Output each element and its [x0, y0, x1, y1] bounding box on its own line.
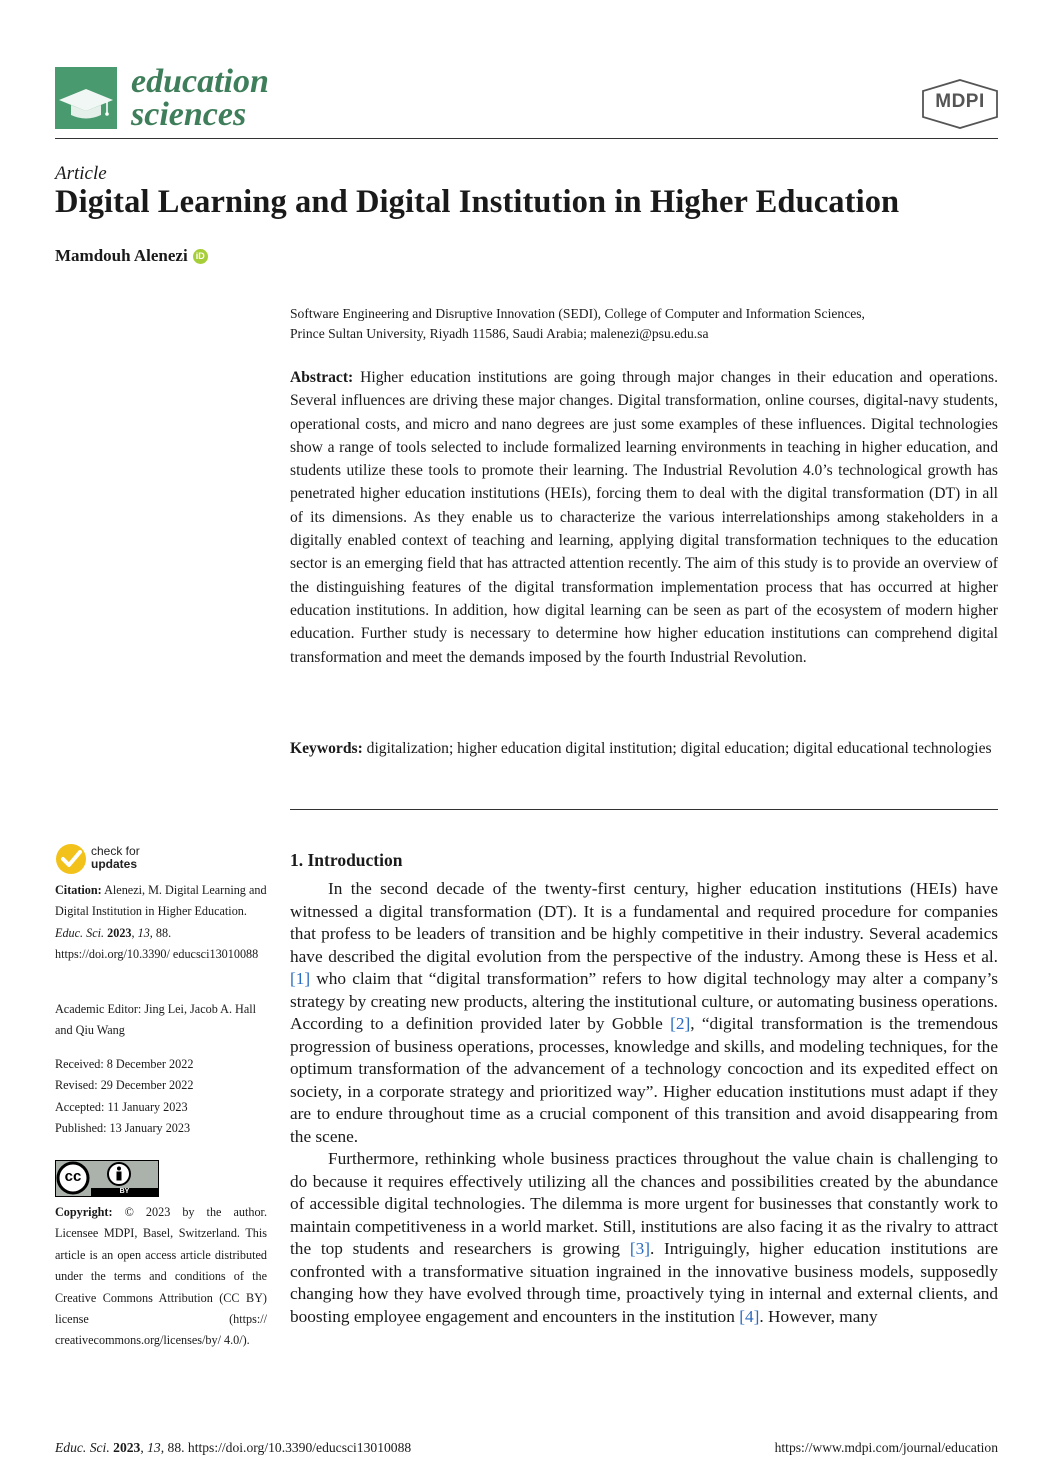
author-line [55, 246, 208, 266]
abstract-text: Higher education institutions are going through major changes in their education and operations. Several influences are driving these major changes. Digital transformation, online courses, digital-navy students, operational costs, and micro and nano degrees are just some examples of these influences. Digital technologies show a range of tools selected to include formalized learning environments in teaching in higher education, and students utilize these tools to promote their learning. The Industrial Revolution 4.0’s technological growth has penetrated higher education institutions (HEIs), forcing them to deal with the digital transformation (DT) in all of its dimensions. As they enable us to characterize the various interrelationships among stakeholders in a digitally enabled context of teaching and learning, applying digital transformation techniques to the education sector is an emerging field that has attracted attention recently. The aim of this study is to provide an overview of the distinguishing features of the digital transformation implementation process that has occurred at higher education institutions. In addition, how digital learning can be seen as part of the ecosystem of modern higher education. Further study is necessary to determine how higher education institutions can comprehend digital transformation and meet the demands imposed by the fourth Industrial Revolution. [290, 369, 998, 666]
editor-names: Jing Lei, Jacob A. Hall and Qiu Wang [55, 1002, 257, 1038]
citation-journal: Educ. Sci. [55, 925, 105, 940]
copyright-block [55, 1202, 267, 1352]
journal-name-line2: sciences [131, 96, 247, 133]
citation-volume: 13, [137, 925, 153, 940]
received-date: Received: 8 December 2022 [55, 1057, 194, 1071]
paragraph-text: . However, many [759, 1306, 878, 1326]
paragraph-text: who claim that “digital transformation” refers to how digital technology may alter a company’s strategy by creating new products, altering the institutional culture, or automating business operations. According to a definition provided later by Gobble [290, 969, 998, 1033]
paragraph-text: . Intriguingly, higher education institutions are confronted with a transformative situation ingrained in the innovative business models, supposedly changing how they have evolved through time, proactively tying in internal and external clients, and boosting employee engagement and encounters in the institution [290, 1239, 998, 1326]
citation-link[interactable]: [1] [290, 969, 311, 988]
check-line2: updates [91, 857, 138, 871]
footer-url[interactable]: https://www.mdpi.com/journal/education [774, 1440, 998, 1455]
citation-text: Alenezi, M. Digital Learning and Digital Institution in Higher Education. [55, 883, 267, 919]
footer-doi[interactable]: , 88. https://doi.org/10.3390/educsci13010088 [160, 1440, 412, 1455]
citation-doi[interactable]: 88. https://doi.org/10.3390/ educsci13010088 [55, 925, 259, 962]
keywords [290, 737, 998, 760]
copyright-text: © 2023 by the author. Licensee MDPI, Basel, Switzerland. This article is an open access article distributed under the terms and conditions of the Creative Commons Attribution (CC BY) license (https:// creativecommons.org/licenses/by/ 4.0/). [55, 1205, 267, 1348]
article-type: Article [55, 163, 107, 184]
page-title: Digital Learning and Digital Institution in Higher Education [55, 184, 900, 220]
intro-body [290, 878, 998, 1328]
citation-block: Citation: Alenezi, M. Digital Learning and Digital Institution in Higher Education. Educ. Sci. 2023, 13, 88. https://doi.org/10.3390/ educsci13010088 [55, 883, 267, 962]
check-line1: check for [91, 844, 140, 858]
citation-label: Citation: [55, 883, 102, 897]
check-updates-icon [55, 843, 87, 875]
section-heading: 1. Introduction [290, 850, 403, 870]
cc-label: cc [64, 1168, 82, 1185]
editor-label: Academic Editor: [55, 1002, 142, 1016]
check-for-updates-badge[interactable] [55, 843, 87, 880]
keywords-label: Keywords: [290, 740, 363, 757]
citation-link[interactable]: [2] [670, 1014, 691, 1033]
copyright-label: Copyright: [55, 1205, 113, 1219]
check-for-updates-text[interactable] [91, 845, 140, 871]
footer-volume: 13 [147, 1440, 161, 1455]
citation-link[interactable]: [3] [629, 1239, 650, 1258]
header-rule [55, 138, 998, 139]
journal-logo [55, 67, 117, 129]
paragraph-text: Furthermore, rethinking whole business practices throughout the value chain is challenging to do because it requires effectively utilizing all the chances and possibilities created by the abundance of accessible digital technologies. The dilemma is more urgent for businesses that constantly work to maintain competitiveness in a world market. Still, institutions are also facing it as the rivalry to attract the top students and researchers is growing [290, 1149, 998, 1258]
publisher-name: MDPI [935, 91, 985, 112]
footer-year: 2023 [113, 1440, 141, 1455]
journal-name-line1: education [131, 63, 269, 100]
revised-date: Revised: 29 December 2022 [55, 1078, 194, 1093]
paragraph [290, 878, 998, 1148]
footer-citation: Educ. Sci. 2023, 13, 88. https://doi.org/10.3390/educsci13010088 [55, 1440, 412, 1455]
publisher-logo[interactable] [920, 79, 1000, 134]
abstract-label: Abstract: [290, 369, 354, 386]
affiliation-line2: Prince Sultan University, Riyadh 11586, Saudi Arabia; malenezi@psu.edu.sa [290, 326, 709, 341]
affiliation-line1: Software Engineering and Disruptive Innovation (SEDI), College of Computer and Information Sciences, [290, 306, 865, 321]
graduation-cap-icon [55, 67, 117, 129]
paragraph-text: In the second decade of the twenty-first century, higher education institutions (HEIs) have witnessed a digital transformation (DT). It is a fundamental and required procedure for companies that profess to be leaders of transition and be highly competitive in their industry. Several academics have described the digital evolution from the perspective of the industry. Among these is Hess et al. [290, 879, 998, 966]
academic-editor [55, 999, 267, 1042]
footer-journal: Educ. Sci. [55, 1440, 110, 1455]
affiliation [290, 304, 998, 344]
paragraph-text: , “digital transformation is the tremendous progression of business operations, processes, knowledge and skills, and modeling techniques, for the optimum transformation of the advancement of a technology concoction and its expedited effect on society, in a corporate strategy and prioritized way”. Higher education institutions must adapt if they are to endure throughout time as a crucial component of this transition and avoid disappearing from the scene. [290, 1014, 998, 1146]
accepted-date: Accepted: 11 January 2023 [55, 1099, 188, 1114]
abstract [290, 366, 998, 669]
citation-link[interactable]: [4] [739, 1306, 760, 1326]
dates-block [55, 1054, 267, 1140]
abstract-rule [290, 809, 998, 810]
by-label: BY [119, 1188, 130, 1195]
author-name[interactable]: Mamdouh Alenezi [55, 246, 188, 265]
keywords-text: digitalization; higher education digital institution; digital education; digital educational technologies [366, 740, 992, 757]
paragraph [290, 1148, 998, 1328]
citation-year: 2023 [107, 925, 132, 940]
cc-by-badge[interactable] [55, 1160, 159, 1202]
orcid-icon[interactable]: iD [193, 249, 208, 264]
published-date: Published: 13 January 2023 [55, 1121, 191, 1136]
